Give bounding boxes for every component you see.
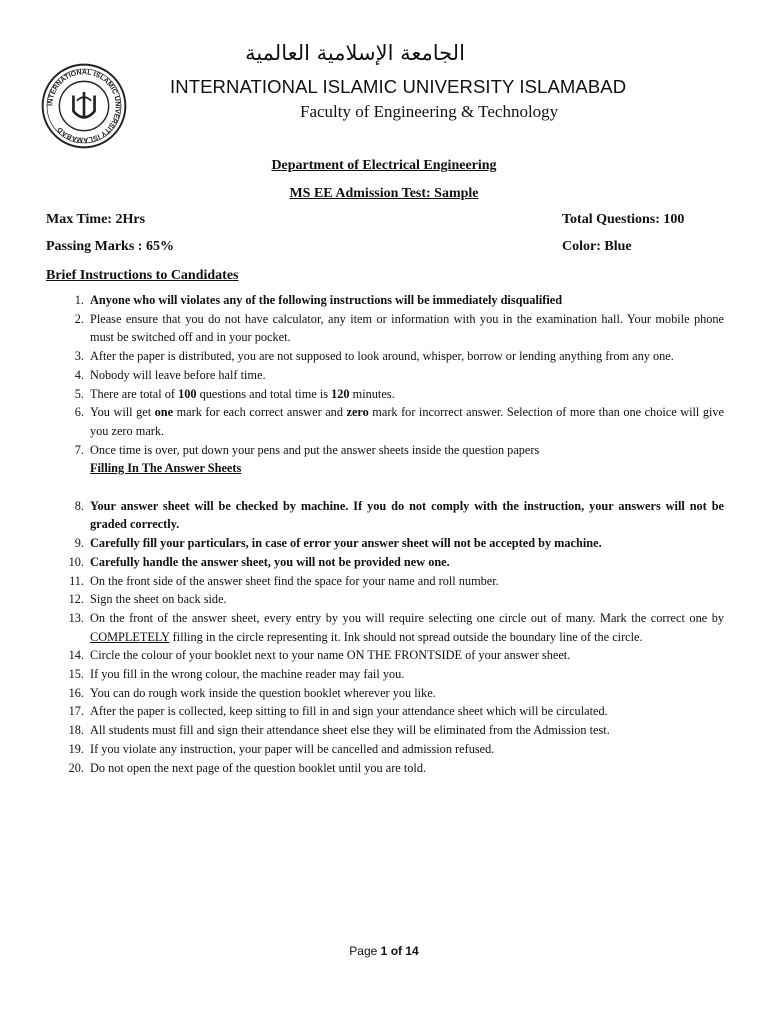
instruction-number: 14. xyxy=(68,648,84,663)
page-label: Page xyxy=(349,944,378,958)
instruction-text: You will get one mark for each correct answer and zero mark for incorrect answer. Selection of more than one choice will give you zero mark. xyxy=(90,405,724,438)
instruction-text: Carefully handle the answer sheet, you will not be provided new one. xyxy=(90,554,450,569)
instruction-text: If you fill in the wrong colour, the machine reader may fail you. xyxy=(90,667,405,682)
instruction-text: There are total of 100 questions and total time is 120 minutes. xyxy=(90,386,395,401)
arabic-university-name: الجامعة الإسلامية العالمية xyxy=(245,41,465,65)
instruction-number: 6. xyxy=(74,405,84,420)
instruction-item xyxy=(56,366,724,385)
instruction-number: 2. xyxy=(74,311,84,326)
instruction-item xyxy=(56,347,724,366)
instruction-number: 3. xyxy=(74,349,84,364)
instruction-item xyxy=(56,553,724,572)
instruction-number: 10. xyxy=(68,554,84,569)
instruction-text: Do not open the next page of the question booklet until you are told. xyxy=(90,760,427,775)
instruction-item xyxy=(56,721,724,740)
page-total: 14 xyxy=(405,944,419,958)
university-name: INTERNATIONAL ISLAMIC UNIVERSITY ISLAMABAD xyxy=(170,76,627,97)
instruction-text: Once time is over, put down your pens and put the answer sheets inside the question papers xyxy=(90,442,540,457)
instruction-text: On the front side of the answer sheet find the space for your name and roll number. xyxy=(90,573,499,588)
instruction-number: 1. xyxy=(74,293,84,307)
instruction-item xyxy=(56,684,724,703)
university-seal-icon xyxy=(40,62,128,150)
instruction-number: 18. xyxy=(68,723,84,738)
instruction-number: 7. xyxy=(74,442,84,457)
instruction-text: If you violate any instruction, your paper will be cancelled and admission refused. xyxy=(90,741,495,756)
department-title: Department of Electrical Engineering xyxy=(271,158,497,173)
max-time: Max Time: 2Hrs xyxy=(46,212,146,227)
instruction-text: Nobody will leave before half time. xyxy=(90,367,266,382)
instruction-number: 5. xyxy=(74,386,84,401)
instruction-text: Sign the sheet on back side. xyxy=(90,592,227,607)
faculty-name: Faculty of Engineering & Technology xyxy=(300,102,559,121)
instruction-text: After the paper is collected, keep sitting to fill in and sign your attendance sheet which will be circulated. xyxy=(90,704,608,719)
instruction-item xyxy=(56,609,724,646)
instruction-item xyxy=(56,572,724,591)
page-number: 1 xyxy=(380,944,388,958)
instruction-number: 4. xyxy=(74,367,84,382)
instruction-number: 11. xyxy=(69,573,84,588)
instruction-number: 15. xyxy=(68,667,84,682)
seal-ring-text: INTERNATIONAL ISLAMIC UNIVERSITY ISLAMABAD xyxy=(47,69,121,143)
instruction-number: 8. xyxy=(74,498,84,513)
filling-answer-sheets-title: Filling In The Answer Sheets xyxy=(90,461,242,476)
instruction-item xyxy=(56,291,724,310)
instruction-item xyxy=(56,441,724,460)
instruction-item xyxy=(56,310,724,347)
page-footer xyxy=(0,944,768,958)
passing-marks: Passing Marks : 65% xyxy=(46,239,174,254)
instruction-number: 9. xyxy=(74,536,84,551)
instruction-item xyxy=(56,646,724,665)
instruction-text: You can do rough work inside the question booklet wherever you like. xyxy=(90,685,436,700)
instruction-number: 16. xyxy=(68,685,84,700)
booklet-color: Color: Blue xyxy=(562,239,632,254)
instruction-text: Circle the colour of your booklet next to your name ON THE FRONTSIDE of your answer sheet. xyxy=(90,648,571,663)
instruction-item xyxy=(56,590,724,609)
instruction-text: Please ensure that you do not have calculator, any item or information with you in the examination hall. Your mobile phone must be switched off and in your pocket. xyxy=(90,311,724,345)
brief-instructions-title: Brief Instructions to Candidates xyxy=(46,268,239,283)
instruction-number: 12. xyxy=(68,592,84,607)
instruction-list xyxy=(56,291,724,777)
instruction-number: 17. xyxy=(68,704,84,719)
instruction-text: All students must fill and sign their attendance sheet else they will be eliminated from the Admission test. xyxy=(90,723,610,738)
instruction-text: On the front of the answer sheet, every entry by you will require selecting one circle out of many. Mark the correct one by COMPLETELY filling in the circle representing it. Ink should not spread outside the boundary line of the circle. xyxy=(90,610,724,644)
test-title: MS EE Admission Test: Sample xyxy=(289,186,479,201)
instruction-item xyxy=(56,534,724,553)
instruction-item xyxy=(56,665,724,684)
instruction-item xyxy=(56,497,724,534)
instruction-number: 19. xyxy=(68,741,84,756)
total-questions: Total Questions: 100 xyxy=(562,212,685,227)
instruction-text: Your answer sheet will be checked by machine. If you do not comply with the instruction, your answers will not be graded correctly. xyxy=(90,498,724,532)
instruction-item xyxy=(56,385,724,404)
instruction-number: 20. xyxy=(68,760,84,775)
instruction-text: After the paper is distributed, you are not supposed to look around, whisper, borrow or lending anything from any one. xyxy=(90,349,674,364)
of-label: of xyxy=(390,944,403,958)
instruction-text: Carefully fill your particulars, in case of error your answer sheet will not be accepted by machine. xyxy=(90,536,602,551)
instruction-number: 13. xyxy=(68,610,84,625)
instruction-item xyxy=(56,403,724,440)
instruction-item xyxy=(56,740,724,759)
instruction-item xyxy=(56,759,724,778)
instruction-text: Anyone who will violates any of the following instructions will be immediately disqualified xyxy=(90,293,563,307)
instruction-item xyxy=(56,702,724,721)
